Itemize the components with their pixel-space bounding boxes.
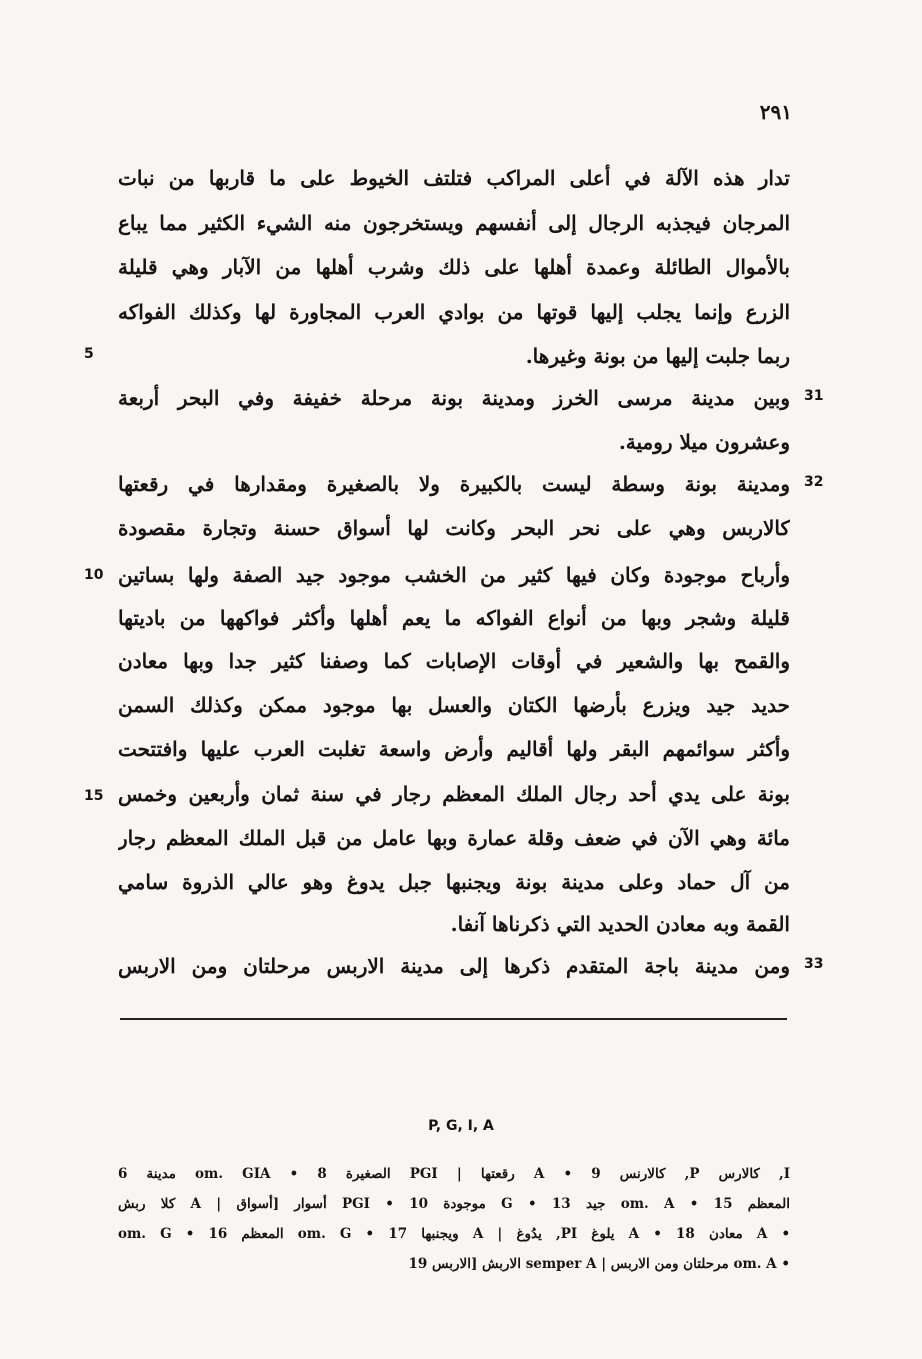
apparatus-line-4: • om. A مرحلتان ومن الاربس | semper A الاربش [الاربس 19 [408,1256,790,1272]
text-line-4: الزرع وإنما يجلب إليها قوتها من بوادي العرب المجاورة لها وكذلك الفواكه [118,300,790,324]
section-number-31: 31 [804,388,824,404]
section-number-32: 32 [804,474,824,490]
text-line-18: القمة وبه معادن الحديد التي ذكرناها آنفا. [450,912,790,936]
line-number-15: 15 [84,788,104,804]
line-number-5: 5 [84,346,94,362]
line-number-10: 10 [84,567,104,583]
text-line-3: بالأموال الطائلة وعمدة أهلها على ذلك وشرب أهلها من الآبار وهي قليلة [118,255,790,279]
footnote-divider [120,1018,787,1020]
text-line-19: ومن مدينة باجة المتقدم ذكرها إلى مدينة الاربس مرحلتان ومن الاربس [118,954,790,978]
text-line-7: وعشرون ميلا رومية. [618,430,790,454]
text-line-1: تدار هذه الآلة في أعلى المراكب فتلتف الخيوط على ما قاربها من نبات [118,166,790,190]
apparatus-line-1: I, كالارس P, كالارنس 9 • A رقعتها | PGI الصغيرة 8 • om. GIA مدينة 6 [118,1166,790,1182]
text-line-12: والقمح بها والشعير في أوقات الإصابات كما وصفنا كثير جدا وبها معادن [118,649,790,673]
apparatus-line-3: • A معادن 18 • A يلوغ PI, يدُوغ | A ويجنبها 17 • om. G المعظم 16 • om. G [118,1226,790,1242]
text-line-14: وأكثر سوائمهم البقر ولها أقاليم وأرض واسعة تغلبت العرب عليها وافتتحت [118,737,790,761]
text-line-17: من آل حماد وعلى مدينة بونة ويجنبها جبل يدوغ وهو عالي الذروة سامي [118,870,790,894]
text-line-5: ربما جلبت إليها من بونة وغيرها. [525,344,790,368]
page-number: ٢٩١ [759,100,792,124]
text-line-10: وأرباح موجودة وكان فيها كثير من الخشب موجود جيد الصفة ولها بساتين [118,563,790,587]
text-line-11: قليلة وشجر وبها من أنواع الفواكه ما يعم أهلها وأكثر فواكهها من باديتها [118,606,790,630]
manuscript-sigla: P, G, I, A [428,1118,494,1134]
apparatus-line-2: المعظم 15 • om. A جيد 13 • G موجودة 10 • PGI أسوار [أسواق | A كلا ربش [118,1196,790,1212]
text-line-15: بونة على يدي أحد رجال الملك المعظم رجار في سنة ثمان وأربعين وخمس [118,782,790,806]
text-line-13: حديد جيد ويزرع بأرضها الكتان والعسل بها موجود ممكن وكذلك السمن [118,693,790,717]
text-line-2: المرجان فيجذبه الرجال إلى أنفسهم ويستخرجون منه الشيء الكثير مما يباع [118,211,790,235]
text-line-16: مائة وهي الآن في ضعف وقلة عمارة وبها عامل من قبل الملك المعظم رجار [118,826,790,850]
text-line-9: كالاربس وهي على نحر البحر وكانت لها أسواق حسنة وتجارة مقصودة [118,516,790,540]
text-line-8: ومدينة بونة وسطة ليست بالكبيرة ولا بالصغيرة ومقدارها في رقعتها [118,472,790,496]
text-line-6: وبين مدينة مرسى الخرز ومدينة بونة مرحلة خفيفة وفي البحر أربعة [118,386,790,410]
section-number-33: 33 [804,956,824,972]
